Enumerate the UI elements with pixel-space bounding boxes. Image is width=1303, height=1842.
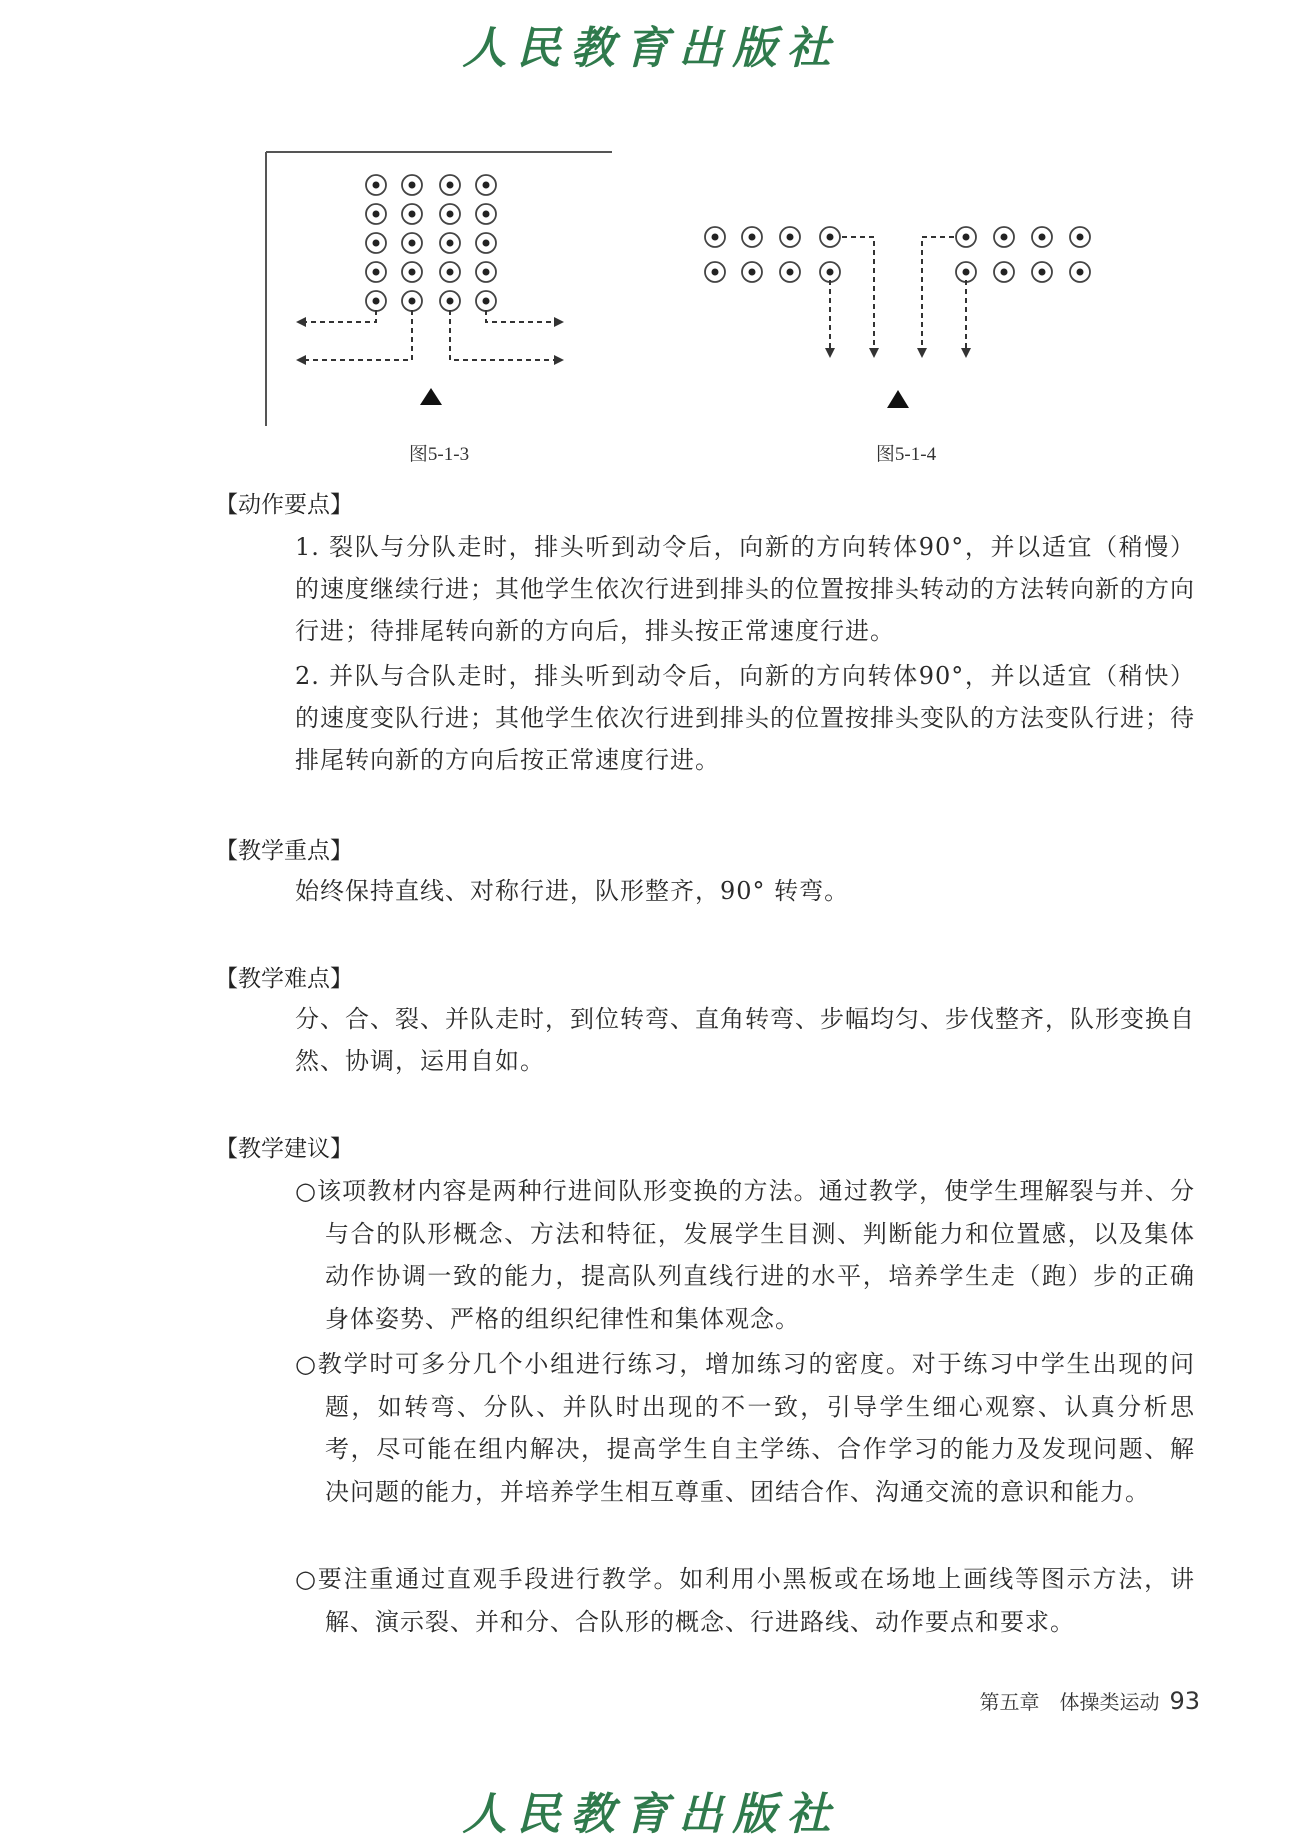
student-marker xyxy=(1032,227,1052,247)
student-marker xyxy=(402,175,422,195)
figure-5-1-3 xyxy=(260,150,620,430)
student-marker xyxy=(780,262,800,282)
student-marker xyxy=(440,204,460,224)
student-marker xyxy=(366,233,386,253)
student-marker xyxy=(476,291,496,311)
student-marker xyxy=(956,262,976,282)
figure-5-1-4 xyxy=(700,210,1100,420)
page-footer xyxy=(930,1686,1200,1715)
student-marker xyxy=(366,262,386,282)
student-marker xyxy=(440,233,460,253)
advice-bullet-1: ○该项教材内容是两种行进间队形变换的方法。通过教学，使学生理解裂与并、分与合的队形概念、方法和特征，发展学生目测、判断能力和位置感，以及集体动作协调一致的能力，提高队列直线行进的水平，培养学生走（跑）步的正确身体姿势、严格的组织纪律性和集体观念。 xyxy=(295,1177,1195,1333)
student-marker xyxy=(476,262,496,282)
student-marker xyxy=(366,291,386,311)
triangle-marker xyxy=(887,390,909,408)
student-marker xyxy=(476,204,496,224)
student-marker xyxy=(440,262,460,282)
student-marker xyxy=(705,227,725,247)
page-number: 93 xyxy=(1169,1687,1200,1715)
student-marker xyxy=(402,262,422,282)
student-marker xyxy=(440,175,460,195)
publisher-logo-bottom: 人民教育出版社 xyxy=(462,1789,841,1840)
chapter-title: 第五章 体操类运动 xyxy=(979,1690,1160,1714)
student-marker xyxy=(780,227,800,247)
heading-action-points: 【动作要点】 xyxy=(215,492,353,518)
student-marker xyxy=(994,262,1014,282)
student-marker xyxy=(476,175,496,195)
student-marker xyxy=(402,291,422,311)
teaching-difficulty-text: 分、合、裂、并队走时，到位转弯、直角转弯、步幅均匀、步伐整齐，队形变换自然、协调，运用自如。 xyxy=(295,1005,1195,1075)
advice-bullet-3: ○要注重通过直观手段进行教学。如利用小黑板或在场地上画线等图示方法，讲解、演示裂、并和分、合队形的概念、行进路线、动作要点和要求。 xyxy=(295,1565,1195,1636)
student-marker xyxy=(742,227,762,247)
action-item-2: 2. 并队与合队走时，排头听到动令后，向新的方向转体90°，并以适宜（稍快）的速度变队行进；其他学生依次行进到排头的位置按排头变队的方法变队行进；待排尾转向新的方向后按正常速度行进。 xyxy=(295,662,1195,774)
student-marker xyxy=(1070,227,1090,247)
advice-bullet-2: ○教学时可多分几个小组进行练习，增加练习的密度。对于练习中学生出现的问题，如转弯、分队、并队时出现的不一致，引导学生细心观察、认真分析思考，尽可能在组内解决，提高学生自主学练、合作学习的能力及发现问题、解决问题的能力，并培养学生相互尊重、团结合作、沟通交流的意识和能力。 xyxy=(295,1350,1195,1506)
student-marker xyxy=(476,233,496,253)
publisher-logo: 人民教育出版社 xyxy=(462,23,841,74)
teaching-key-text: 始终保持直线、对称行进，队形整齐，90° 转弯。 xyxy=(295,877,850,905)
caption-5-1-4: 图5-1-4 xyxy=(875,444,937,465)
student-marker xyxy=(1070,262,1090,282)
student-marker xyxy=(820,262,840,282)
heading-teaching-key: 【教学重点】 xyxy=(215,838,353,864)
student-marker xyxy=(820,227,840,247)
action-item-1: 1. 裂队与分队走时，排头听到动令后，向新的方向转体90°，并以适宜（稍慢）的速度继续行进；其他学生依次行进到排头的位置按排头转动的方法转向新的方向行进；待排尾转向新的方向后，排头按正常速度行进。 xyxy=(295,533,1195,645)
student-marker xyxy=(402,233,422,253)
student-marker xyxy=(366,175,386,195)
student-marker xyxy=(366,204,386,224)
student-marker xyxy=(705,262,725,282)
heading-teaching-advice: 【教学建议】 xyxy=(215,1136,353,1162)
heading-teaching-difficulty: 【教学难点】 xyxy=(215,966,353,992)
caption-5-1-3: 图5-1-3 xyxy=(408,444,470,465)
student-marker xyxy=(402,204,422,224)
triangle-marker xyxy=(420,388,442,405)
student-marker xyxy=(1032,262,1052,282)
student-marker xyxy=(440,291,460,311)
student-marker xyxy=(994,227,1014,247)
student-marker xyxy=(956,227,976,247)
student-marker xyxy=(742,262,762,282)
